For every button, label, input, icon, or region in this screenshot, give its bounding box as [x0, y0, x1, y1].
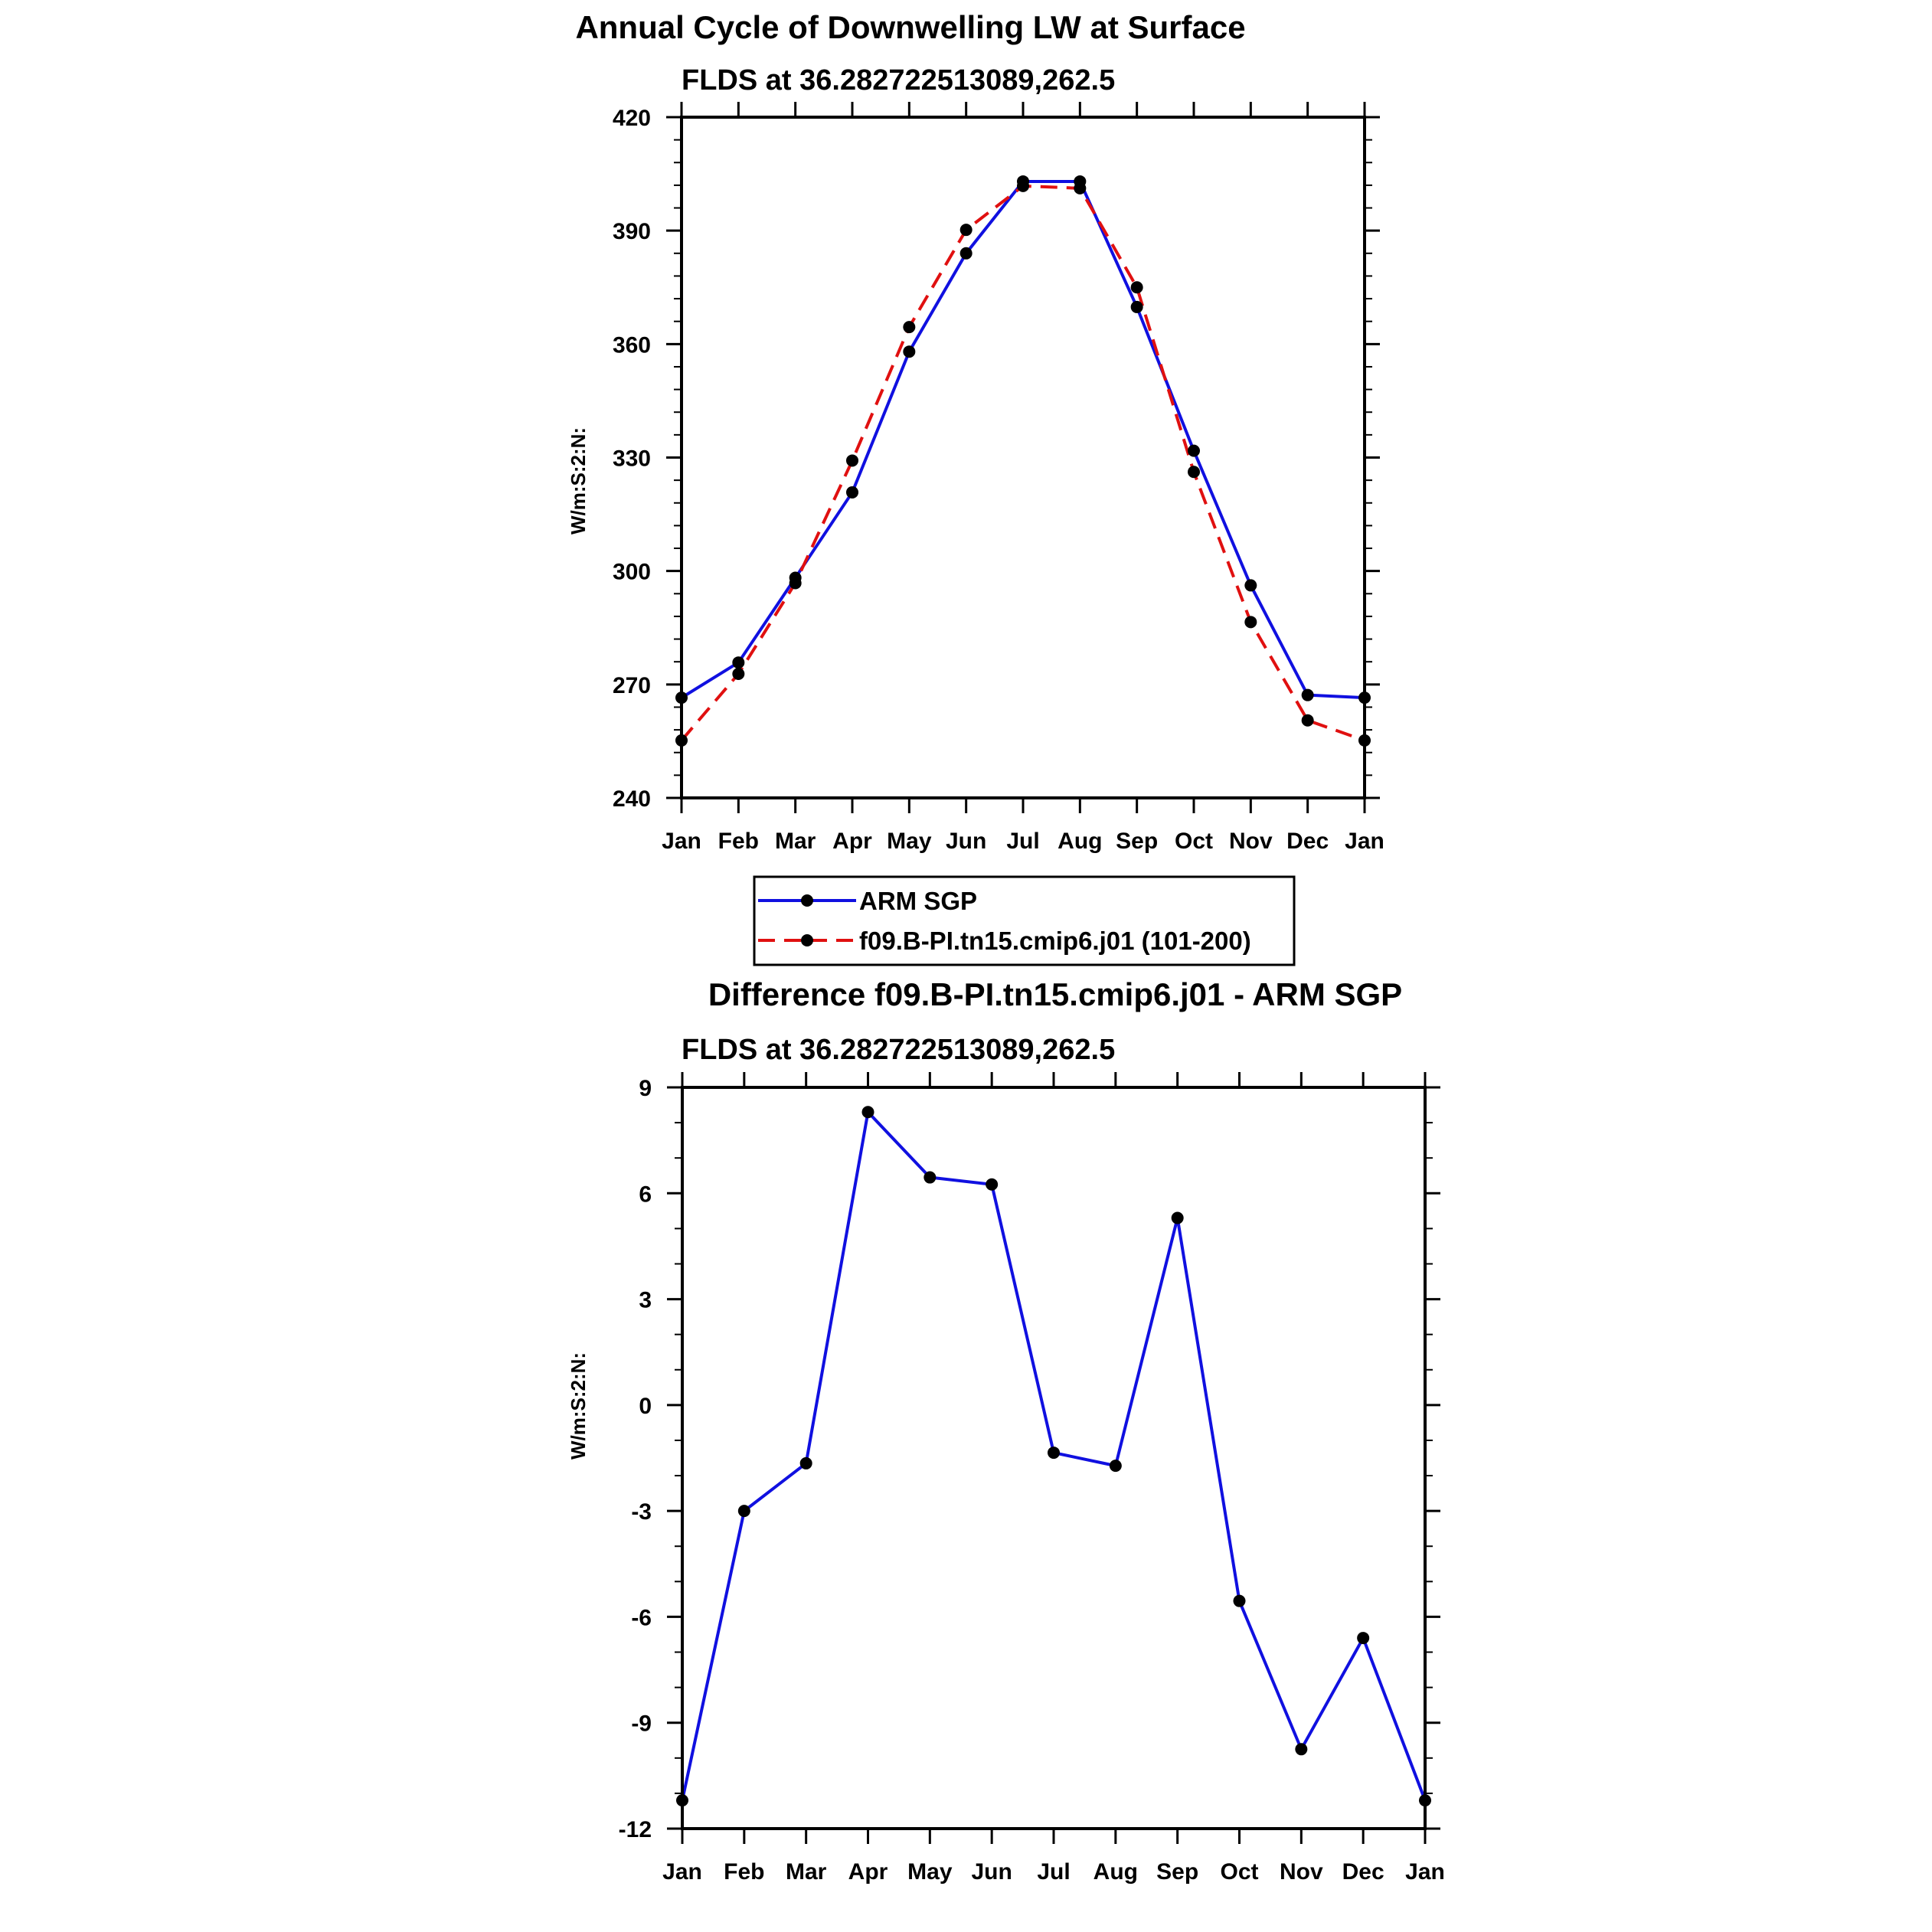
x-tick-label: Sep [1156, 1859, 1199, 1885]
x-tick-label: Jan [662, 829, 701, 854]
data-point [846, 454, 858, 466]
y-tick-label: 270 [612, 672, 651, 698]
x-tick-label: Jul [1006, 829, 1040, 854]
data-point [960, 224, 973, 236]
data-point [738, 1505, 750, 1517]
data-point [789, 577, 802, 589]
x-tick-label: Dec [1342, 1859, 1384, 1885]
difference-chart [567, 976, 1445, 1885]
data-point [1357, 1632, 1369, 1644]
data-point [960, 247, 973, 260]
chart-title: Difference f09.B-PI.tn15.cmip6.j01 - ARM SGP [708, 976, 1403, 1012]
data-point [903, 345, 915, 358]
y-tick-label: 6 [639, 1182, 652, 1208]
y-tick-label: 420 [612, 106, 651, 131]
y-tick-label: -6 [631, 1605, 652, 1631]
data-point [1234, 1595, 1246, 1607]
chart-subtitle: FLDS at 36.282722513089,262.5 [682, 64, 1116, 96]
x-tick-label: May [907, 1859, 953, 1885]
data-point [1302, 689, 1314, 701]
x-tick-label: Nov [1279, 1859, 1323, 1885]
y-tick-label: 0 [639, 1393, 652, 1419]
data-point [1172, 1212, 1184, 1224]
data-point [986, 1178, 998, 1191]
y-tick-label: 240 [612, 786, 651, 812]
x-tick-label: May [887, 829, 932, 854]
x-tick-label: Mar [774, 829, 816, 854]
data-point [1017, 180, 1029, 192]
data-point [732, 656, 744, 669]
y-tick-label: 300 [612, 559, 651, 585]
x-tick-label: Mar [785, 1859, 827, 1885]
y-tick-label: 9 [639, 1076, 652, 1101]
y-tick-label: -9 [631, 1711, 652, 1737]
data-point [800, 1457, 812, 1469]
data-point [1302, 714, 1314, 727]
data-point [924, 1172, 936, 1184]
legend-label-model: f09.B-PI.tn15.cmip6.j01 (101-200) [859, 927, 1251, 955]
x-tick-label: Jul [1037, 1859, 1071, 1885]
y-tick-label: -12 [618, 1817, 652, 1842]
legend-label-arm-sgp: ARM SGP [859, 887, 978, 915]
x-tick-label: Jun [945, 829, 987, 854]
x-tick-label: Jan [1405, 1859, 1445, 1885]
data-point [732, 668, 744, 680]
x-tick-label: Jan [1345, 829, 1384, 854]
data-point [862, 1106, 874, 1118]
data-point [846, 486, 858, 499]
x-tick-label: Nov [1228, 829, 1273, 854]
chart-subtitle: FLDS at 36.282722513089,262.5 [682, 1034, 1116, 1066]
data-point [1131, 301, 1143, 313]
annual-cycle-chart [567, 9, 1384, 854]
data-point [1295, 1743, 1307, 1755]
x-tick-label: Apr [832, 829, 872, 854]
x-tick-label: Aug [1058, 829, 1103, 854]
plot-frame [682, 117, 1365, 798]
data-point [1110, 1460, 1122, 1472]
y-tick-label: 360 [612, 332, 651, 358]
data-point [1188, 445, 1200, 457]
data-point [1244, 579, 1257, 591]
x-tick-label: Feb [724, 1859, 765, 1885]
y-axis-label: W/m:S:2:N: [567, 1352, 590, 1460]
y-tick-label: 330 [612, 446, 651, 472]
y-tick-label: 3 [639, 1287, 652, 1313]
series-line-0 [682, 181, 1365, 698]
x-tick-label: Dec [1286, 829, 1329, 854]
x-tick-label: Jan [662, 1859, 702, 1885]
x-tick-label: Oct [1220, 1859, 1259, 1885]
x-tick-label: Feb [718, 829, 760, 854]
data-point [1188, 466, 1200, 478]
legend [754, 877, 1294, 965]
series-line-1 [682, 186, 1365, 740]
x-tick-label: Jun [971, 1859, 1012, 1885]
x-tick-label: Aug [1093, 1859, 1138, 1885]
chart-title: Annual Cycle of Downwelling LW at Surface [575, 9, 1246, 45]
data-point [1074, 182, 1086, 195]
y-tick-label: -3 [631, 1499, 652, 1525]
data-point [903, 321, 915, 333]
data-point [1131, 281, 1143, 293]
x-tick-label: Oct [1174, 829, 1214, 854]
legend-marker-model [801, 934, 813, 946]
x-tick-label: Apr [848, 1859, 888, 1885]
data-point [1244, 616, 1257, 628]
legend-marker-arm-sgp [801, 894, 813, 907]
y-tick-label: 390 [612, 219, 651, 245]
y-axis-label: W/m:S:2:N: [567, 427, 590, 535]
x-tick-label: Sep [1116, 829, 1159, 854]
data-point [1048, 1447, 1060, 1459]
